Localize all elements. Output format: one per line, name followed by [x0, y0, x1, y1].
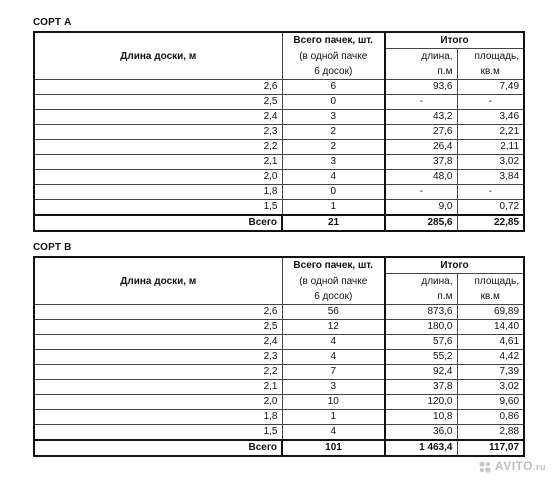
cell-packs: 10 — [282, 395, 385, 410]
cell-length: 1,8 — [34, 410, 282, 425]
header-packs-line2: (в одной пачке — [282, 274, 385, 290]
cell-length: 2,3 — [34, 125, 282, 140]
header-packs-line1: Всего пачек, шт. — [282, 32, 385, 49]
header-total: Итого — [385, 257, 524, 274]
section-b-body — [34, 257, 524, 456]
cell-area: 2,21 — [457, 125, 524, 140]
cell-length: 2,5 — [34, 95, 282, 110]
cell-packs: 56 — [282, 305, 385, 320]
cell-area: 2,11 — [457, 140, 524, 155]
table-row — [34, 335, 524, 350]
cell-packs: 3 — [282, 110, 385, 125]
table-row — [34, 365, 524, 380]
header-packs-line3: 6 досок) — [282, 289, 385, 305]
cell-len: 43,2 — [385, 110, 457, 125]
cell-length: 2,2 — [34, 140, 282, 155]
header-area: площадь, — [457, 274, 524, 290]
cell-length: 2,3 — [34, 350, 282, 365]
cell-length: 1,5 — [34, 200, 282, 216]
cell-area: 3,84 — [457, 170, 524, 185]
cell-len: 873,6 — [385, 305, 457, 320]
total-packs: 101 — [282, 440, 385, 456]
total-area: 117,07 — [457, 440, 524, 456]
cell-len: 180,0 — [385, 320, 457, 335]
cell-len: 92,4 — [385, 365, 457, 380]
header-total: Итого — [385, 32, 524, 49]
cell-length: 2,4 — [34, 335, 282, 350]
table-row — [34, 305, 524, 320]
section-a-title: СОРТ А — [33, 17, 72, 28]
table-row — [34, 350, 524, 365]
table-row — [34, 425, 524, 441]
cell-len: 48,0 — [385, 170, 457, 185]
cell-length: 2,4 — [34, 110, 282, 125]
cell-length: 2,0 — [34, 395, 282, 410]
cell-packs: 4 — [282, 335, 385, 350]
cell-packs: 1 — [282, 200, 385, 216]
header-len-unit: п.м — [385, 289, 457, 305]
header-area-unit: кв.м — [457, 64, 524, 80]
cell-packs: 1 — [282, 410, 385, 425]
table-row — [34, 395, 524, 410]
watermark-suffix: .ru — [532, 462, 546, 473]
cell-len: 57,6 — [385, 335, 457, 350]
cell-packs: 3 — [282, 155, 385, 170]
cell-len: - — [385, 95, 457, 110]
table-row — [34, 125, 524, 140]
cell-len: 26,4 — [385, 140, 457, 155]
cell-area: 69,89 — [457, 305, 524, 320]
section-a-body — [34, 32, 524, 231]
section-b-title: СОРТ В — [33, 242, 72, 253]
total-row — [34, 440, 524, 456]
header-packs-line2: (в одной пачке — [282, 49, 385, 65]
cell-length: 1,5 — [34, 425, 282, 441]
cell-packs: 2 — [282, 140, 385, 155]
header-area-unit: кв.м — [457, 289, 524, 305]
cell-len: 9,0 — [385, 200, 457, 216]
table-row — [34, 140, 524, 155]
total-packs: 21 — [282, 215, 385, 231]
cell-packs: 4 — [282, 425, 385, 441]
cell-packs: 4 — [282, 350, 385, 365]
cell-area: 3,02 — [457, 380, 524, 395]
cell-area: - — [457, 95, 524, 110]
total-len: 285,6 — [385, 215, 457, 231]
cell-area: 3,46 — [457, 110, 524, 125]
header-len: длина, — [385, 274, 457, 290]
header-length: Длина доски, м — [34, 32, 282, 80]
table-row — [34, 200, 524, 216]
watermark-text: AVITO — [494, 459, 533, 474]
cell-area: 0,72 — [457, 200, 524, 216]
header-row-1 — [34, 257, 524, 274]
cell-area: 3,02 — [457, 155, 524, 170]
cell-area: 4,61 — [457, 335, 524, 350]
cell-area: 7,49 — [457, 80, 524, 95]
cell-packs: 7 — [282, 365, 385, 380]
cell-packs: 4 — [282, 170, 385, 185]
table-row — [34, 95, 524, 110]
cell-len: 120,0 — [385, 395, 457, 410]
section-a-table — [33, 31, 525, 232]
table-row — [34, 185, 524, 200]
cell-area: 7,39 — [457, 365, 524, 380]
cell-len: 37,8 — [385, 155, 457, 170]
total-len: 1 463,4 — [385, 440, 457, 456]
cell-length: 2,5 — [34, 320, 282, 335]
cell-packs: 0 — [282, 95, 385, 110]
table-row — [34, 155, 524, 170]
avito-watermark — [478, 459, 546, 474]
table-row — [34, 110, 524, 125]
cell-length: 2,6 — [34, 305, 282, 320]
header-packs-line1: Всего пачек, шт. — [282, 257, 385, 274]
cell-len: 36,0 — [385, 425, 457, 441]
cell-area: 0,86 — [457, 410, 524, 425]
cell-area: 2,88 — [457, 425, 524, 441]
header-len-unit: п.м — [385, 64, 457, 80]
cell-area: - — [457, 185, 524, 200]
cell-length: 1,8 — [34, 185, 282, 200]
cell-packs: 3 — [282, 380, 385, 395]
cell-packs: 0 — [282, 185, 385, 200]
cell-len: 55,2 — [385, 350, 457, 365]
cell-len: 37,8 — [385, 380, 457, 395]
table-row — [34, 320, 524, 335]
cell-len: - — [385, 185, 457, 200]
cell-area: 14,40 — [457, 320, 524, 335]
cell-packs: 6 — [282, 80, 385, 95]
table-row — [34, 170, 524, 185]
cell-length: 2,2 — [34, 365, 282, 380]
cell-len: 93,6 — [385, 80, 457, 95]
avito-logo-icon — [478, 460, 492, 474]
cell-packs: 2 — [282, 125, 385, 140]
header-length: Длина доски, м — [34, 257, 282, 305]
cell-length: 2,1 — [34, 155, 282, 170]
cell-area: 9,60 — [457, 395, 524, 410]
cell-area: 4,42 — [457, 350, 524, 365]
header-row-1 — [34, 32, 524, 49]
total-row — [34, 215, 524, 231]
table-row — [34, 380, 524, 395]
cell-len: 27,6 — [385, 125, 457, 140]
cell-length: 2,0 — [34, 170, 282, 185]
table-row — [34, 410, 524, 425]
total-label: Всего — [34, 440, 282, 456]
header-len: длина, — [385, 49, 457, 65]
cell-packs: 12 — [282, 320, 385, 335]
table-row — [34, 80, 524, 95]
header-area: площадь, — [457, 49, 524, 65]
cell-length: 2,6 — [34, 80, 282, 95]
cell-len: 10,8 — [385, 410, 457, 425]
cell-length: 2,1 — [34, 380, 282, 395]
header-packs-line3: 6 досок) — [282, 64, 385, 80]
section-b-table — [33, 256, 525, 457]
total-area: 22,85 — [457, 215, 524, 231]
total-label: Всего — [34, 215, 282, 231]
